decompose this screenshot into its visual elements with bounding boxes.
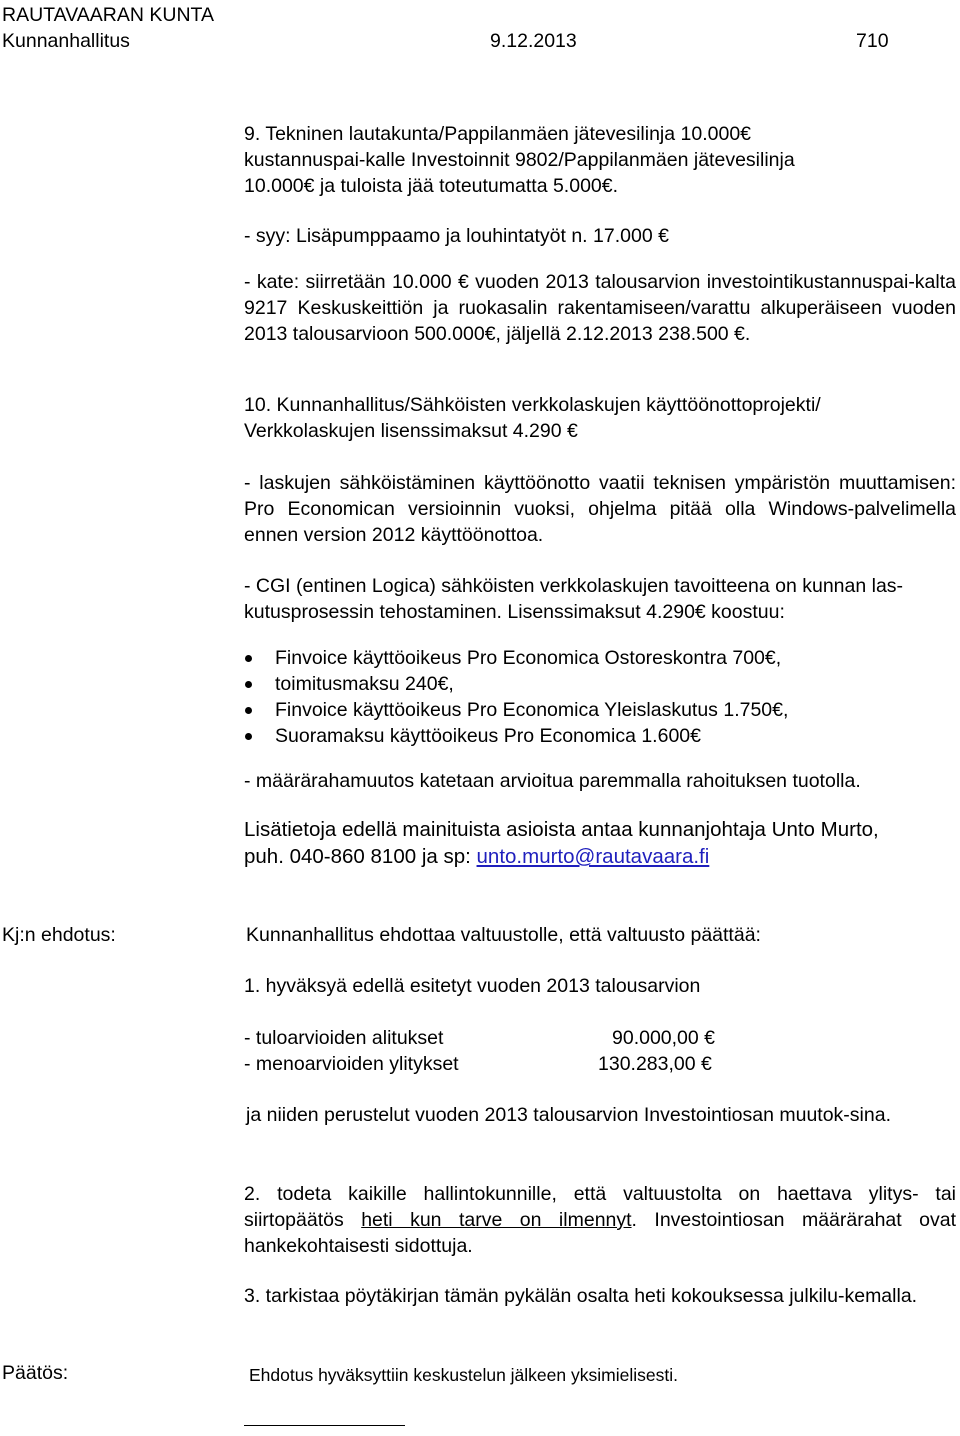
proposal-point-3: 3. tarkistaa pöytäkirjan tämän pykälän osalta heti kokouksessa julkilu-kemalla. xyxy=(244,1285,918,1307)
list-item: Finvoice käyttöoikeus Pro Economica Yleislaskutus 1.750€, xyxy=(244,697,944,723)
decision-text: Ehdotus hyväksyttiin keskustelun jälkeen yksimielisesti. xyxy=(249,1365,678,1385)
contact-phone-line: puh. 040-860 8100 ja sp: unto.murto@rautavaara.fi xyxy=(244,845,710,868)
bullet-icon xyxy=(245,707,252,714)
meeting-date: 9.12.2013 xyxy=(490,30,577,52)
budget-row-label: - tuloarvioiden alitukset xyxy=(244,1027,444,1049)
contact-line: Lisätietoja edellä mainituista asioista antaa kunnanjohtaja Unto Murto, xyxy=(244,818,879,841)
item-10-title: 10. Kunnanhallitus/Sähköisten verkkolaskujen käyttöönottoprojekti/ Verkkolaskujen lisenssimaksut 4.290 € xyxy=(244,394,821,442)
item-9-cover: - kate: siirretään 10.000 € vuoden 2013 talousarvion investointikustannuspai-kalta 9217 Keskuskeittiön ja ruokasalin rakentamiseen/varattu alkuperäiseen vuoden 2013 talousarvioon 500.000€, jäljellä 2.12.2013 238.500 €. xyxy=(244,271,956,345)
signature-line xyxy=(244,1425,405,1426)
list-item: Finvoice käyttöoikeus Pro Economica Ostoreskontra 700€, xyxy=(244,645,944,671)
page-number: 710 xyxy=(856,30,889,52)
list-item: Suoramaksu käyttöoikeus Pro Economica 1.600€ xyxy=(244,723,944,749)
budget-row-label: - menoarvioiden ylitykset xyxy=(244,1053,459,1075)
item-9-text: 9. Tekninen lautakunta/Pappilanmäen jätevesilinja 10.000€ kustannuspai-kalle Investoinnit 9802/Pappilanmäen jätevesilinja 10.000€ ja tuloista jää toteutumatta 5.000€. xyxy=(244,123,795,197)
bullet-icon xyxy=(245,655,252,662)
proposal-point-1: 1. hyväksyä edellä esitetyt vuoden 2013 talousarvion xyxy=(244,975,701,997)
proposal-intro: Kunnanhallitus ehdottaa valtuustolle, että valtuusto päättää: xyxy=(246,924,761,946)
proposal-label: Kj:n ehdotus: xyxy=(2,924,116,946)
item-10-paragraph-1: - laskujen sähköistäminen käyttöönotto vaatii teknisen ympäristön muuttamisen: Pro Economican versioinnin vuoksi, ohjelma pitää olla Windows-palvelimella ennen version 2012 käyttöönottoa. xyxy=(244,472,956,546)
decision-label: Päätös: xyxy=(2,1362,69,1384)
license-fee-list xyxy=(244,645,944,749)
list-item: toimitusmaksu 240€, xyxy=(244,671,944,697)
bullet-icon xyxy=(245,733,252,740)
proposal-basis: ja niiden perustelut vuoden 2013 talousarvion Investointiosan muutok-sina. xyxy=(246,1104,891,1126)
proposal-point-2: 2. todeta kaikille hallintokunnille, että valtuustolta on haettava ylitys- tai siirtopäätös heti kun tarve on ilmennyt. Investointiosan määrärahat ovat hankekohtaisesti sidottuja. xyxy=(244,1183,956,1257)
budget-row-amount: 130.283,00 € xyxy=(598,1053,712,1075)
organization-name: RAUTAVAARAN KUNTA xyxy=(2,4,214,26)
budget-row-amount: 90.000,00 € xyxy=(612,1027,716,1049)
item-9-reason: - syy: Lisäpumppaamo ja louhintatyöt n. 17.000 € xyxy=(244,225,669,247)
item-10-funding: - määrärahamuutos katetaan arvioitua paremmalla rahoituksen tuotolla. xyxy=(244,770,861,792)
bullet-icon xyxy=(245,681,252,688)
email-link[interactable]: unto.murto@rautavaara.fi xyxy=(476,845,710,868)
item-10-paragraph-2: - CGI (entinen Logica) sähköisten verkkolaskujen tavoitteena on kunnan las-kutusprosessin tehostaminen. Lisenssimaksut 4.290€ koostuu: xyxy=(244,575,904,623)
meeting-body: Kunnanhallitus xyxy=(2,30,130,52)
